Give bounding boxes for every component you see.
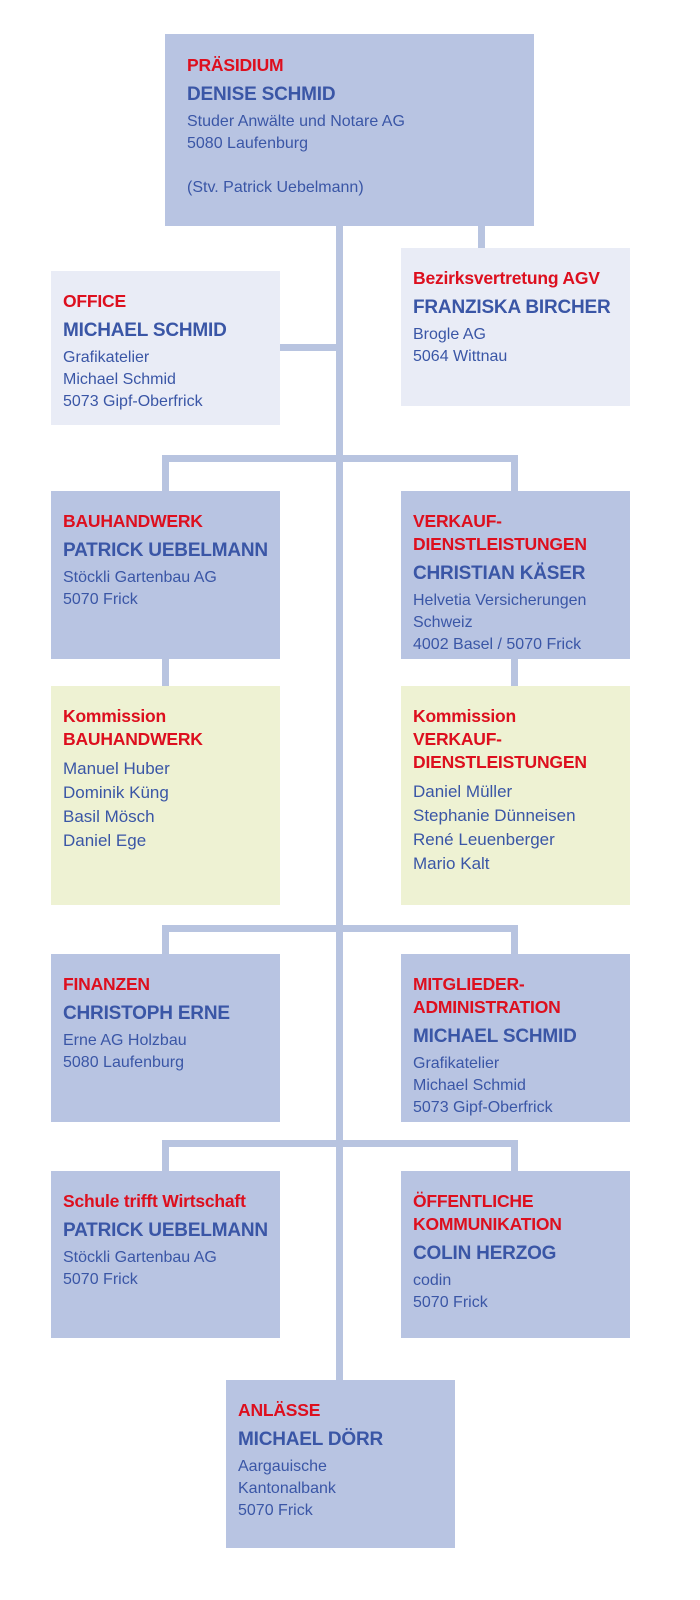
person-name: MICHAEL DÖRR [238, 1429, 384, 1450]
member-list [413, 780, 618, 876]
person-name: CHRISTIAN KÄSER [413, 563, 586, 584]
box-oeffentliche-kommunikation [401, 1171, 630, 1338]
box-verkauf-dienstleistungen [401, 491, 630, 659]
connector-row1-left-drop [162, 455, 169, 491]
person-info: Stöckli Gartenbau AG 5070 Frick [63, 1249, 217, 1288]
connector-kommission-verkauf [511, 659, 518, 686]
person-info: Stöckli Gartenbau AG 5070 Frick [63, 569, 217, 608]
person-info: Erne AG Holzbau 5080 Laufenburg [63, 1032, 187, 1071]
person-name: CHRISTOPH ERNE [63, 1003, 230, 1024]
box-finanzen [51, 954, 280, 1122]
member-item: Basil Mösch [63, 807, 155, 826]
role-label: MITGLIEDER- ADMINISTRATION [413, 974, 561, 1017]
box-kommission-verkauf [401, 686, 630, 905]
connector-row3-horizontal [162, 1140, 518, 1147]
connector-row3-right-drop [511, 1140, 518, 1171]
person-info: Brogle AG 5064 Wittnau [413, 326, 508, 365]
role-label: Kommission VERKAUF- DIENSTLEISTUNGEN [413, 706, 587, 772]
role-label: Bezirksvertretung AGV [413, 268, 600, 288]
connector-row2-horizontal [162, 925, 518, 932]
person-name: FRANZISKA BIRCHER [413, 297, 611, 318]
role-label: BAUHANDWERK [63, 511, 203, 531]
member-list [63, 757, 268, 853]
person-name: DENISE SCHMID [187, 84, 336, 105]
connector-row1-right-drop [511, 455, 518, 491]
box-praesidium [165, 34, 534, 226]
box-bezirksvertretung [401, 248, 630, 406]
box-mitglieder-administration [401, 954, 630, 1122]
person-info: codin 5070 Frick [413, 1272, 488, 1311]
role-label: Kommission BAUHANDWERK [63, 706, 203, 749]
person-name: MICHAEL SCHMID [413, 1026, 577, 1047]
box-bauhandwerk [51, 491, 280, 659]
role-label: ÖFFENTLICHE KOMMUNIKATION [413, 1191, 562, 1234]
role-label: FINANZEN [63, 974, 150, 994]
person-name: COLIN HERZOG [413, 1243, 557, 1264]
box-kommission-bauhandwerk [51, 686, 280, 905]
role-label: Schule trifft Wirtschaft [63, 1191, 246, 1211]
connector-office-horizontal [279, 344, 339, 351]
role-label: ANLÄSSE [238, 1400, 321, 1420]
connector-row1-horizontal [162, 455, 518, 462]
connector-trunk [336, 226, 343, 1380]
connector-row2-right-drop [511, 925, 518, 954]
box-office [51, 271, 280, 425]
connector-kommission-bau [162, 659, 169, 686]
role-label: OFFICE [63, 291, 126, 311]
member-item: René Leuenberger [413, 830, 555, 849]
person-info: Aargauische Kantonalbank 5070 Frick [238, 1458, 336, 1519]
member-item: Manuel Huber [63, 759, 170, 778]
role-label: VERKAUF- DIENSTLEISTUNGEN [413, 511, 587, 554]
member-item: Mario Kalt [413, 854, 490, 873]
role-label: PRÄSIDIUM [187, 55, 284, 75]
connector-row3-left-drop [162, 1140, 169, 1171]
member-item: Dominik Küng [63, 783, 169, 802]
member-item: Stephanie Dünneisen [413, 806, 576, 825]
person-name: PATRICK UEBELMANN [63, 540, 268, 561]
connector-bezirks-vertical [478, 226, 485, 248]
person-name: MICHAEL SCHMID [63, 320, 227, 341]
person-info: Grafikatelier Michael Schmid 5073 Gipf-Oberfrick [63, 349, 203, 410]
person-info: Studer Anwälte und Notare AG 5080 Laufenburg (Stv. Patrick Uebelmann) [187, 113, 405, 196]
connector-row2-left-drop [162, 925, 169, 954]
box-anlaesse [226, 1380, 455, 1548]
person-info: Helvetia Versicherungen Schweiz 4002 Basel / 5070 Frick [413, 592, 587, 653]
member-item: Daniel Müller [413, 782, 513, 801]
box-schule-trifft-wirtschaft [51, 1171, 280, 1338]
person-info: Grafikatelier Michael Schmid 5073 Gipf-Oberfrick [413, 1055, 553, 1116]
member-item: Daniel Ege [63, 831, 147, 850]
person-name: PATRICK UEBELMANN [63, 1220, 268, 1241]
